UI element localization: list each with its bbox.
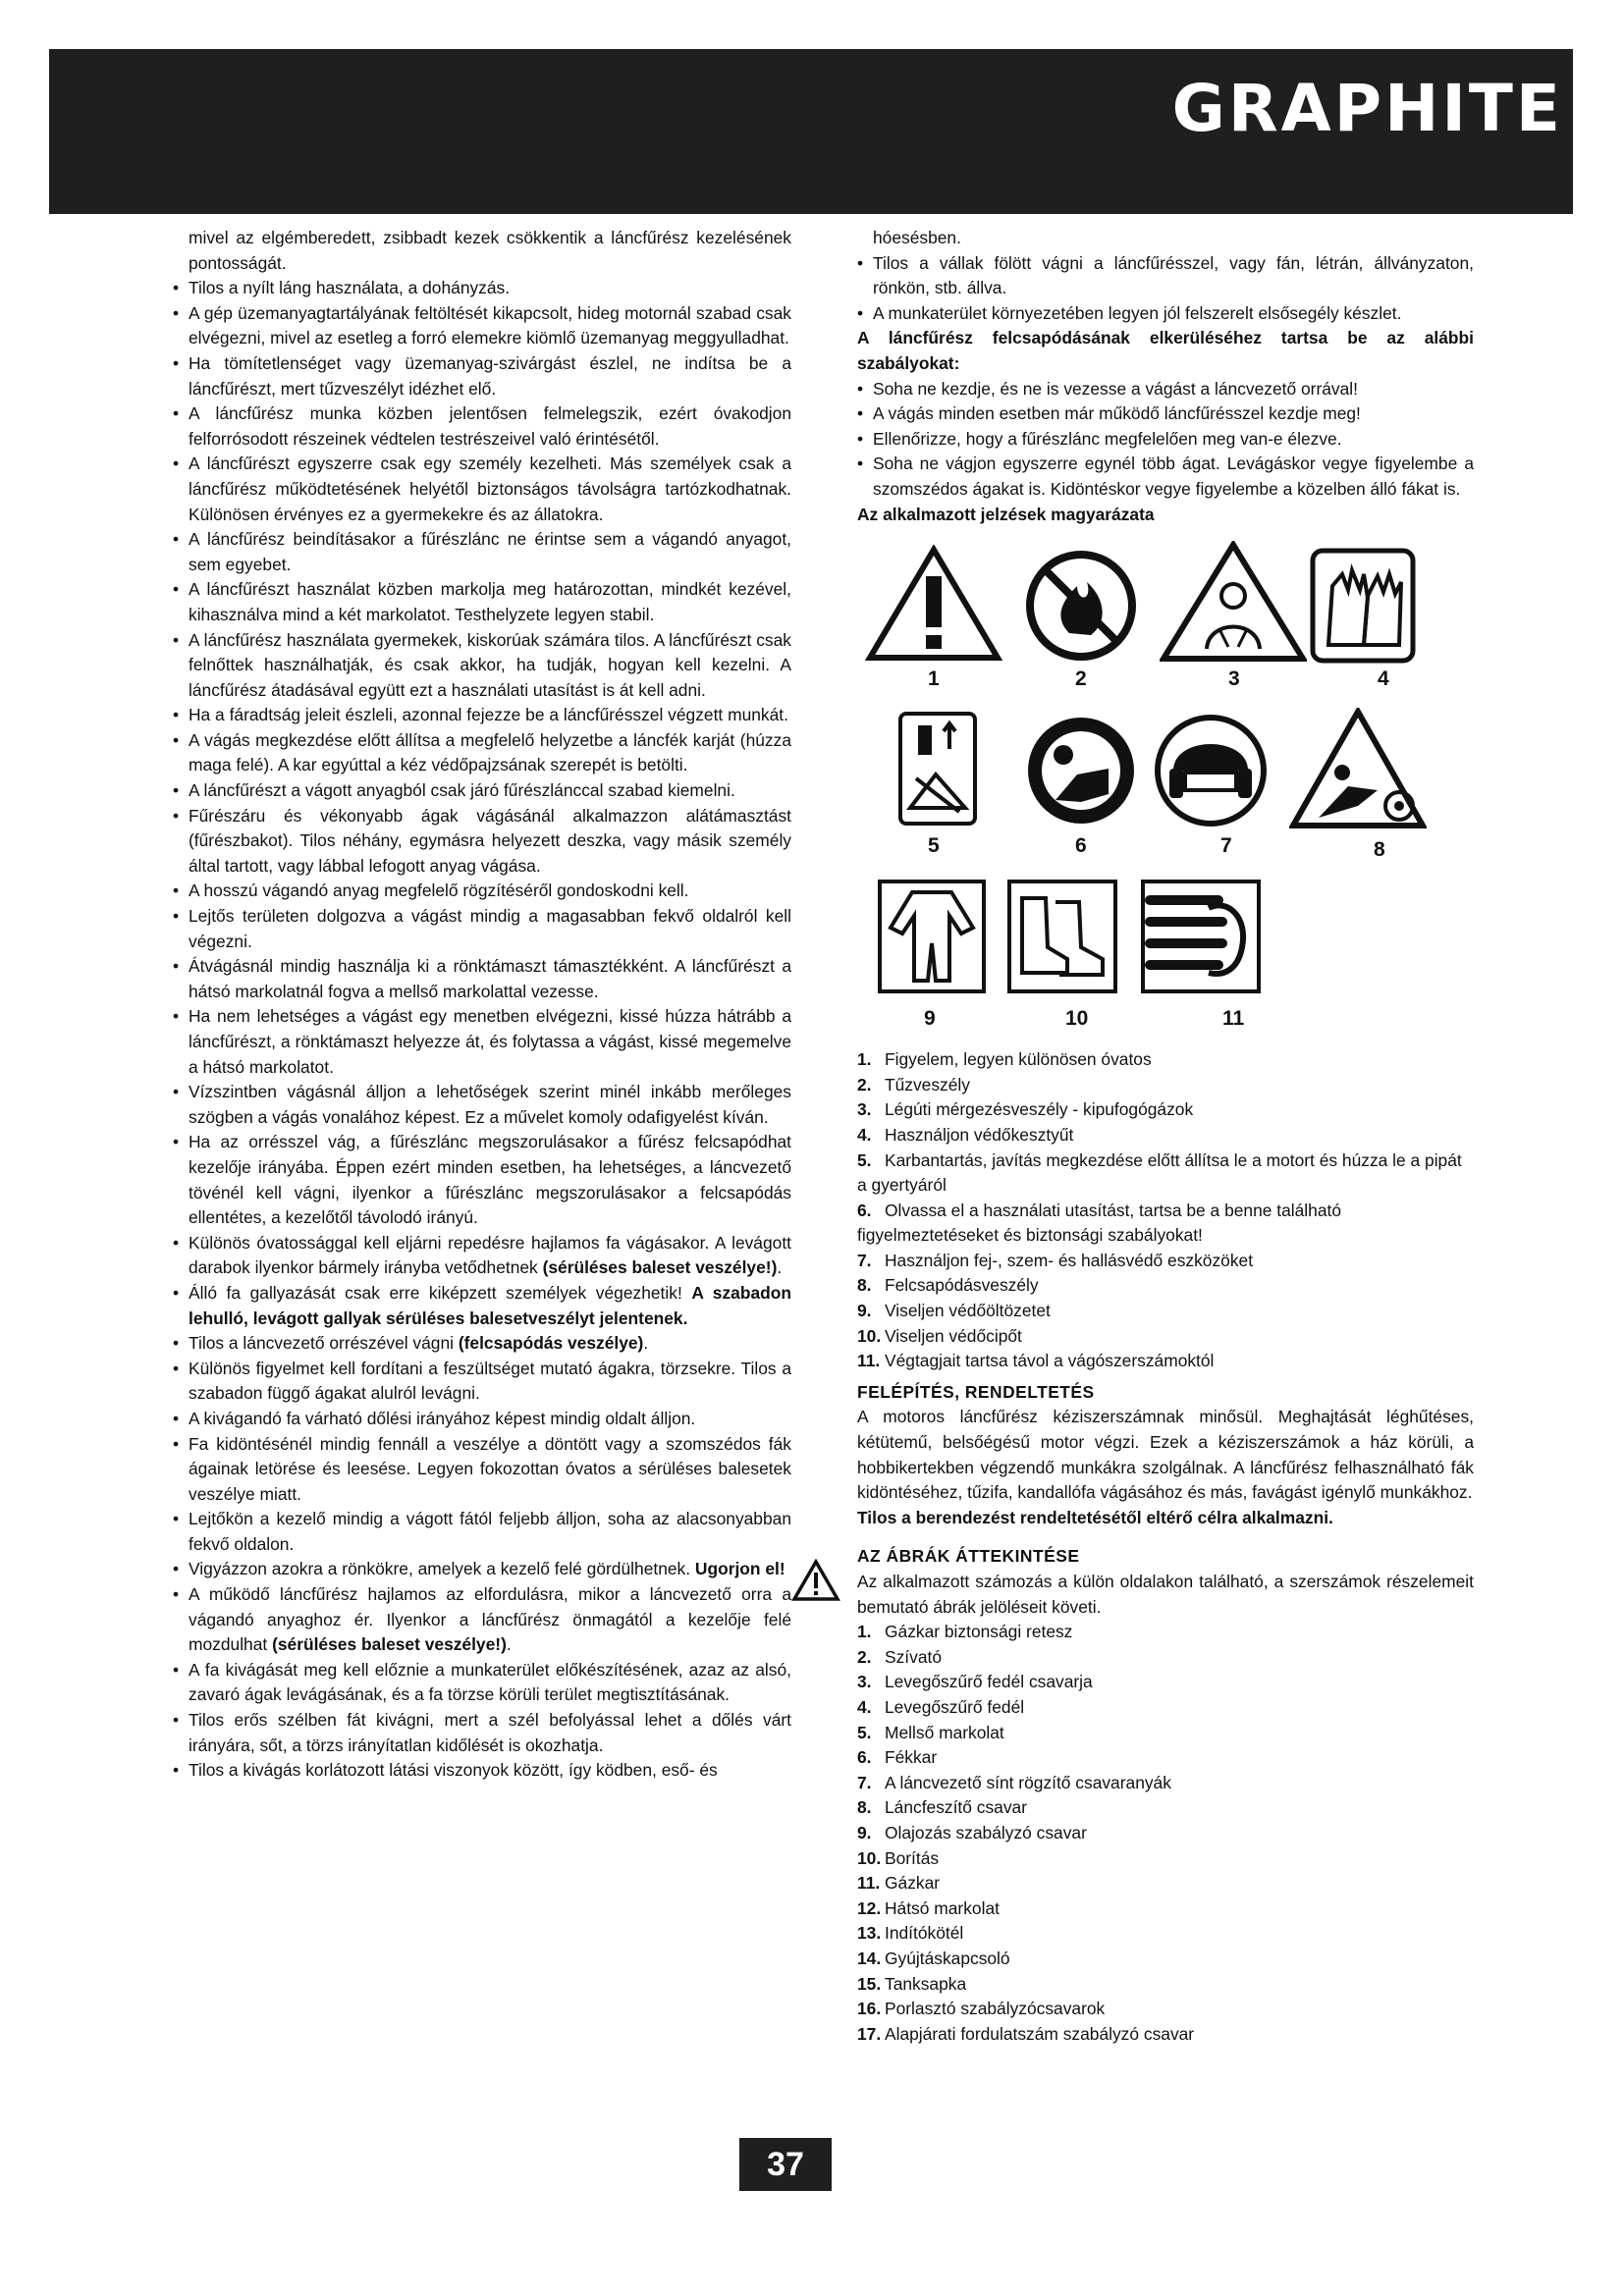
list-item: • Ha nem lehetséges a vágást egy menetben elvégezni, kissé húzza hátrább a láncfűrészt, a rönktámaszt helyezze át, és folytassa a vágást, kissé megemelve a hátsó markolatot. <box>173 1004 791 1080</box>
item-number: 16. <box>857 1999 882 2019</box>
list-item <box>857 1620 1474 1645</box>
list-item <box>857 1324 1474 1350</box>
item-text: Alapjárati fordulatszám szabályzó csavar <box>885 2023 1195 2044</box>
list-item <box>857 1047 1474 1073</box>
list-item: • Vigyázzon azokra a rönkökre, amelyek a kezelő felé gördülhetnek. Ugorjon el! <box>173 1557 791 1582</box>
list-item: • A kivágandó fa várható dőlési irányához képest mindig oldalt álljon. <box>173 1407 791 1432</box>
item-number: 6. <box>857 1200 872 1220</box>
list-item: • Soha ne kezdje, és ne is vezesse a vágást a láncvezető orrával! <box>857 377 1474 402</box>
left-column <box>173 226 791 1784</box>
list-item <box>857 1148 1474 1199</box>
item-number: 15. <box>857 1973 882 1994</box>
item-number: 9. <box>857 1301 872 1321</box>
list-item <box>857 1073 1474 1098</box>
list-item <box>857 1721 1474 1746</box>
list-item <box>857 1795 1474 1821</box>
item-text: Gázkar <box>885 1873 941 1894</box>
item-number: 2. <box>857 1646 872 1667</box>
safety-symbols-grid: 1 2 3 4 5 6 7 8 9 10 11 <box>857 535 1446 1026</box>
item-number: 17. <box>857 2023 882 2044</box>
list-item: • Tilos a nyílt láng használata, a dohányzás. <box>173 276 791 301</box>
item-text: Légúti mérgezésveszély - kipufogógázok <box>885 1099 1194 1120</box>
list-item: • A láncfűrészt használat közben markolja meg határozottan, mindkét kezével, kihasználva mind a két markolatot. Testhelyzete legyen stabil. <box>173 577 791 627</box>
symbols-heading: Az alkalmazott jelzések magyarázata <box>857 504 1155 524</box>
list-item <box>857 1997 1474 2022</box>
list-item <box>857 1972 1474 1998</box>
item-number: 7. <box>857 1250 872 1270</box>
warning-triangle-icon <box>865 545 1002 663</box>
item-text: Gyújtáskapcsoló <box>885 1948 1010 1968</box>
item-number: 11. <box>857 1873 881 1894</box>
item-text: Láncfeszítő csavar <box>885 1797 1027 1818</box>
page-number: 37 <box>739 2138 832 2191</box>
item-number: 3. <box>857 1099 872 1120</box>
list-item: • Tilos a vállak fölött vágni a láncfűrésszel, vagy fán, létrán, állványzaton, rönkön, stb. állva. <box>857 251 1474 301</box>
list-item: • Tilos erős szélben fát kivágni, mert a szél befolyással lehet a dőlés várt irányára, sőt, a törzs irányítatlan kidőlését is okozhatja. <box>173 1708 791 1758</box>
item-text: Szívató <box>885 1646 942 1667</box>
list-item <box>857 1921 1474 1947</box>
item-number: 8. <box>857 1275 872 1296</box>
item-text: Felcsapódásveszély <box>885 1275 1039 1296</box>
kickback-icon <box>1289 708 1427 829</box>
no-fire-icon <box>1022 547 1140 665</box>
safety-boots-icon <box>1006 879 1118 994</box>
list-item: • A láncfűrészt a vágott anyagból csak járó fűrészlánccal szabad kiemelni. <box>173 778 791 804</box>
item-text: Végtagjait tartsa távol a vágószerszámoktól <box>885 1351 1215 1371</box>
list-item <box>857 1349 1474 1374</box>
list-item: hóesésben. <box>873 228 961 247</box>
list-item <box>857 1896 1474 1922</box>
list-item: • Lejtős területen dolgozva a vágást mindig a magasabban fekvő oldalról kell végezni. <box>173 904 791 954</box>
item-text: Viseljen védőöltözetet <box>885 1301 1051 1321</box>
list-item: • A láncfűrész munka közben jelentősen felmelegszik, ezért óvakodjon felforrósodott részeinek védtelen testrészeivel való érintésétől. <box>173 401 791 452</box>
list-item: • A hosszú vágandó anyag megfelelő rögzítéséről gondoskodni kell. <box>173 879 791 904</box>
list-item <box>857 1846 1474 1872</box>
item-text: Borítás <box>885 1847 940 1868</box>
item-text: Használjon fej-, szem- és hallásvédő eszközöket <box>885 1250 1254 1270</box>
section-title-construction: FELÉPÍTÉS, RENDELTETÉS <box>857 1381 1095 1402</box>
list-item <box>857 1299 1474 1324</box>
item-number: 4. <box>857 1696 872 1717</box>
figures-text: Az alkalmazott számozás a külön oldalakon található, a szerszámok részelemeit bemutató ábrák jelöléseit követi. <box>857 1572 1474 1617</box>
list-item: • A láncfűrészt egyszerre csak egy személy kezelheti. Más személyek csak a láncfűrész működtetésének helyétől biztonságos távolságra tartózkodhatnak. Különösen érvényes ez a gyermekekre és az állatokra. <box>173 452 791 527</box>
item-text: Indítókötél <box>885 1923 964 1944</box>
list-item: • Vízszintben vágásnál álljon a lehetőségek szerint minél inkább merőleges szögben a vágás vonalához képest. Ez a művelet komoly odafigyelést kíván. <box>173 1080 791 1130</box>
list-item: • Ha a fáradtság jeleit észleli, azonnal fejezze be a láncfűrésszel végzett munkát. <box>173 703 791 728</box>
protective-clothing-icon <box>877 879 987 994</box>
spark-plug-maintenance-icon <box>896 710 979 828</box>
list-item <box>857 1199 1474 1249</box>
symbol-legend-list <box>857 1047 1474 1374</box>
read-manual-icon <box>1022 712 1140 829</box>
item-text: Viseljen védőcipőt <box>885 1325 1022 1346</box>
item-text: Hátsó markolat <box>885 1897 1000 1918</box>
item-text: Karbantartás, javítás megkezdése előtt állítsa le a motort és húzza le a pipát a gyertyáról <box>857 1149 1462 1196</box>
parts-list <box>857 1620 1474 2047</box>
list-item <box>857 1249 1474 1274</box>
list-item <box>857 2022 1474 2048</box>
item-number: 8. <box>857 1797 872 1818</box>
item-text: Mellső markolat <box>885 1722 1004 1742</box>
list-item: • A fa kivágását meg kell előznie a munkaterület előkészítésének, azaz az alsó, zavaró ágak levágásának, és a fa törzse körüli terület megtisztításának. <box>173 1658 791 1708</box>
toxic-fumes-icon <box>1160 541 1307 663</box>
list-item: • A munkaterület környezetében legyen jól felszerelt elsősegély készlet. <box>857 301 1474 327</box>
item-text: Olajozás szabályzó csavar <box>885 1822 1087 1842</box>
list-item <box>857 1645 1474 1671</box>
keep-hands-away-icon <box>1140 879 1262 994</box>
item-number: 1. <box>857 1049 872 1070</box>
item-number: 5. <box>857 1149 872 1170</box>
item-text: Tűzveszély <box>885 1074 970 1095</box>
item-number: 9. <box>857 1822 872 1842</box>
list-item <box>857 1097 1474 1123</box>
head-eye-ear-protection-icon <box>1152 712 1270 829</box>
list-item: • A láncfűrész használata gyermekek, kiskorúak számára tilos. A láncfűrészt csak felnőttek használhatják, és csak akkor, ha tudják, hogyan kell kezelni. A láncfűrész átadásával együtt ezt a használati utasítást is át kell adni. <box>173 628 791 704</box>
list-item: • Lejtőkön a kezelő mindig a vágott fától feljebb álljon, soha az alacsonyabban fekvő oldalon. <box>173 1507 791 1557</box>
item-text: Figyelem, legyen különösen óvatos <box>885 1049 1152 1070</box>
section-title-figures: AZ ÁBRÁK ÁTTEKINTÉSE <box>857 1546 1080 1567</box>
usage-warning: Tilos a berendezést rendeltetésétől eltérő célra alkalmazni. <box>857 1507 1333 1527</box>
item-text: Tanksapka <box>885 1973 967 1994</box>
list-item: • Különös figyelmet kell fordítani a feszültséget mutató ágakra, törzsekre. Tilos a szabadon függő ágakat alulról levágni. <box>173 1357 791 1407</box>
item-number: 5. <box>857 1722 872 1742</box>
item-text: Olvassa el a használati utasítást, tartsa be a benne található figyelmeztetéseket és biztonsági szabályokat! <box>857 1200 1342 1246</box>
list-item <box>857 1670 1474 1695</box>
list-item <box>857 1745 1474 1771</box>
list-item: mivel az elgémberedett, zsibbadt kezek csökkentik a láncfűrész kezelésének pontosságát. <box>189 228 791 273</box>
item-text: A láncvezető sínt rögzítő csavaranyák <box>885 1772 1171 1792</box>
item-text: Porlasztó szabályzócsavarok <box>885 1999 1106 2019</box>
list-item <box>857 1771 1474 1796</box>
item-text: Levegőszűrő fedél csavarja <box>885 1672 1093 1692</box>
list-item: • A vágás megkezdése előtt állítsa a megfelelő helyzetbe a láncfék karját (húzza maga felé). A kar egyúttal a kéz védőpajzsának szerepét is betölti. <box>173 728 791 778</box>
list-item <box>857 1871 1474 1896</box>
list-item: • Tilos a láncvezető orrészével vágni (felcsapódás veszélye). <box>173 1331 791 1357</box>
list-item: • Különös óvatossággal kell eljárni repedésre hajlamos fa vágásakor. A levágott darabok ilyenkor bármely irányba vetődhetnek (sérüléses baleset veszélye!). <box>173 1231 791 1281</box>
item-number: 13. <box>857 1923 882 1944</box>
list-item: • A működő láncfűrész hajlamos az elfordulásra, mikor a láncvezető orra a vágandó anyaghoz ér. Ilyenkor a láncfűrész önmagától a kezelője felé mozdulhat (sérüléses baleset veszélye!). <box>173 1582 791 1658</box>
warning-triangle-icon <box>791 1559 840 1607</box>
item-number: 2. <box>857 1074 872 1095</box>
list-item: • Soha ne vágjon egyszerre egynél több ágat. Levágáskor vegye figyelembe a szomszédos ágakat is. Kidöntéskor vegye figyelembe a közelben álló fákat is. <box>857 452 1474 502</box>
right-column <box>857 226 1474 2047</box>
gloves-icon <box>1309 547 1417 665</box>
item-number: 4. <box>857 1124 872 1145</box>
list-item: • Ha tömítetlenséget vagy üzemanyag-szivárgást észlel, ne indítsa be a láncfűrészt, mert tűzveszélyt idézhet elő. <box>173 351 791 401</box>
list-item <box>857 1695 1474 1721</box>
item-text: Használjon védőkesztyűt <box>885 1124 1074 1145</box>
list-item: • Ha az orrésszel vág, a fűrészlánc megszorulásakor a fűrész felcsapódhat kezelője irányába. Éppen ezért minden esetben, ha lehetséges, a láncvezető tövénél kell vágni, ilyenkor a fűrészlánc megszorulásakor a felcsapódás ellentétes, a kezelőtől távolodó irányú. <box>173 1130 791 1230</box>
item-number: 3. <box>857 1672 872 1692</box>
item-number: 1. <box>857 1622 872 1642</box>
list-item <box>857 1821 1474 1846</box>
list-item: • Ellenőrizze, hogy a fűrészlánc megfelelően meg van-e élezve. <box>857 427 1474 453</box>
item-number: 10. <box>857 1325 882 1346</box>
item-number: 14. <box>857 1948 882 1968</box>
list-item: • Fűrészáru és vékonyabb ágak vágásánál alkalmazzon alátámasztást (fűrészbakot). Tilos néhány, egymásra helyezett deszka, vagy másik személy által tartott, vagy lábbal lefogott anyag vágása. <box>173 804 791 880</box>
item-text: Gázkar biztonsági retesz <box>885 1622 1073 1642</box>
list-item: • Fa kidöntésénél mindig fennáll a veszélye a döntött vagy a szomszédos fák ágainak letörése és leesése. Legyen fokozottan óvatos a sérüléses balesetek veszélye miatt. <box>173 1432 791 1508</box>
list-item <box>857 1947 1474 1972</box>
kickback-heading: A láncfűrész felcsapódásának elkerüléséhez tartsa be az alábbi szabályokat: <box>857 328 1474 373</box>
item-number: 10. <box>857 1847 882 1868</box>
list-item: • A gép üzemanyagtartályának feltöltését kikapcsolt, hideg motornál szabad csak elvégezni, mivel az esetleg a forró elemekre kiömlő üzemanyag meggyulladhat. <box>173 301 791 351</box>
construction-text: A motoros láncfűrész kéziszerszámnak minősül. Meghajtását léghűtéses, kétütemű, belsőégésű motor végzi. Ezek a kéziszerszámok a ház körüli, a hobbikertekben végzendő munkákra szolgálnak. A láncfűrész felhasználható fák kidöntéséhez, tűzifa, kandallófa vágásához és más, favágást igénylő munkákhoz. <box>857 1407 1474 1503</box>
item-text: Fékkar <box>885 1747 938 1768</box>
brand-logo: GRAPHITE <box>1171 71 1563 146</box>
item-text: Levegőszűrő fedél <box>885 1696 1025 1717</box>
list-item <box>857 1273 1474 1299</box>
list-item <box>857 1123 1474 1148</box>
list-item: • Átvágásnál mindig használja ki a rönktámaszt támasztékként. A láncfűrészt a hátsó markolatnál fogva a mellső markolattal vezesse. <box>173 954 791 1004</box>
item-number: 12. <box>857 1897 882 1918</box>
list-item: • Tilos a kivágás korlátozott látási viszonyok között, így ködben, eső- és <box>173 1758 791 1784</box>
item-number: 7. <box>857 1772 872 1792</box>
list-item: • A láncfűrész beindításakor a fűrészlánc ne érintse sem a vágandó anyagot, sem egyebet. <box>173 527 791 577</box>
item-number: 11. <box>857 1351 881 1371</box>
list-item: • A vágás minden esetben már működő láncfűrésszel kezdje meg! <box>857 401 1474 427</box>
item-number: 6. <box>857 1747 872 1768</box>
list-item: • Álló fa gallyazását csak erre kiképzett személyek végezhetik! A szabadon lehulló, levágott gallyak sérüléses balesetveszélyt jelentenek. <box>173 1281 791 1331</box>
